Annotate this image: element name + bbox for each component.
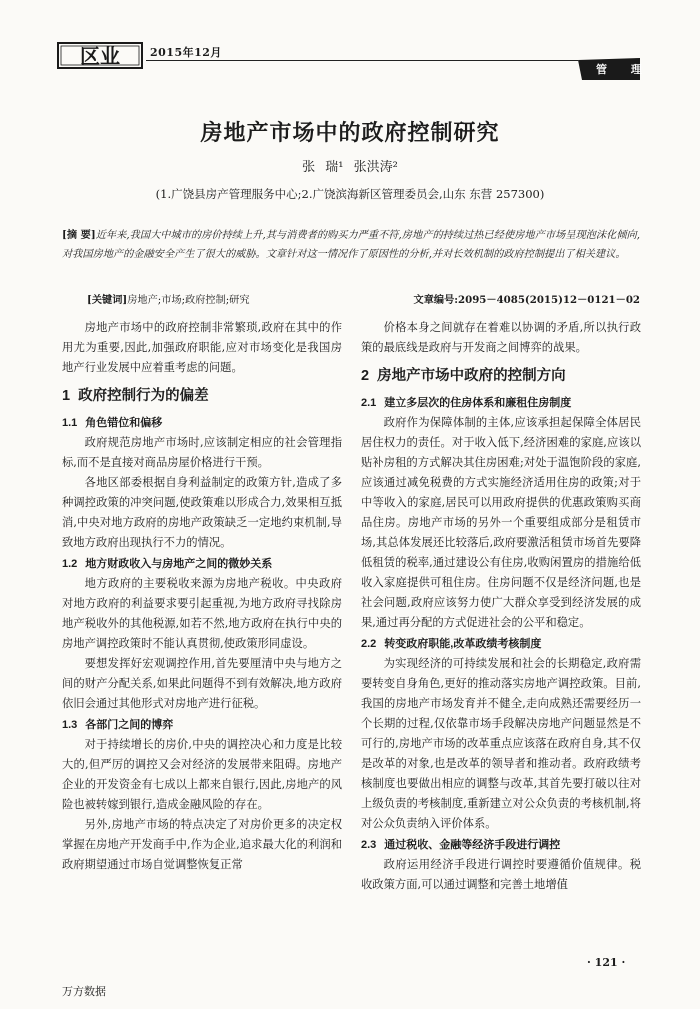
header-rule xyxy=(146,60,578,61)
heading-number: 2.1 xyxy=(361,397,377,409)
abstract xyxy=(62,226,640,264)
paragraph: 地方政府的主要税收来源为房地产税收。中央政府对地方政府的利益要求要引起重视,为地方政府寻找除房地产税收外的其他税源,如若不然,地方政府在执行中央的房地产调控政策时不能认真贯彻,使政策形同虚设。 xyxy=(62,577,342,650)
subsection-heading xyxy=(62,715,342,735)
paragraph: 政府运用经济手段进行调控时要遵循价值规律。税收政策方面,可以通过调整和完善土地增值 xyxy=(361,858,641,891)
subsection-heading xyxy=(62,554,342,574)
logo-text: 区业 xyxy=(80,44,120,68)
paragraph: 另外,房地产市场的特点决定了对房价更多的决定权掌握在房地产开发商手中,作为企业,追求最大化的利润和政府期望通过市场自觉调整恢复正常 xyxy=(62,818,342,871)
keywords xyxy=(87,291,250,306)
paper-title: 房地产市场中的政府控制研究 xyxy=(200,120,500,146)
journal-logo xyxy=(57,40,143,70)
heading-number: 2.2 xyxy=(361,638,377,650)
heading-number: 1 xyxy=(62,388,71,404)
section-heading xyxy=(62,384,342,408)
section-heading xyxy=(361,364,641,388)
heading-text: 通过税收、金融等经济手段进行调控 xyxy=(384,839,561,851)
paragraph: 价格本身之间就存在着难以协调的矛盾,所以执行政策的最底线是政府与开发商之间博弈的战果。 xyxy=(361,321,641,354)
heading-number: 1.3 xyxy=(62,719,78,731)
heading-text: 转变政府职能,改革政绩考核制度 xyxy=(384,638,542,650)
paragraph: 房地产市场中的政府控制非常繁琐,政府在其中的作用尤为重要,因此,加强政府职能,应对市场变化是我国房地产行业发展中应着重考虑的问题。 xyxy=(62,321,342,374)
heading-text: 房地产市场中政府的控制方向 xyxy=(377,368,566,384)
subsection-heading xyxy=(361,835,641,855)
page-number: · 121 · xyxy=(587,956,626,969)
paragraph: 政府规范房地产市场时,应该制定相应的社会管理指标,而不是直接对商品房屋价格进行干预。 xyxy=(62,436,342,469)
paragraph: 对于持续增长的房价,中央的调控决心和力度是比较大的,但严厉的调控又会对经济的发展带来阻碍。房地产企业的开发资金有七成以上都来自银行,因此,房地产的风险也被转嫁到银行,造成金融风险的存在。 xyxy=(62,738,342,811)
paragraph: 要想发挥好宏观调控作用,首先要厘清中央与地方之间的财产分配关系,如果此问题得不到有效解决,地方政府依旧会通过其他形式对房地产进行征税。 xyxy=(62,657,342,710)
heading-text: 政府控制行为的偏差 xyxy=(78,388,209,404)
heading-number: 1.1 xyxy=(62,417,78,429)
paragraph: 政府作为保障体制的主体,应该承担起保障全体居民居住权力的责任。对于收入低下,经济困难的家庭,应该以贴补房租的方式解决其住房困难;对处于温饱阶段的家庭,应该通过减免税费的方式实施经济适用住房的政策;对于中等收入的家庭,居民可以用政府提供的优惠政策购买商品住房。房地产市场的另外一个重要组成部分是租赁市场,其总体发展还比较落后,政府要激活租赁市场首先要降低租赁的税率,通过建设公有住房,收购闲置房的措施给低收入家庭提供可租住房。住房问题不仅是经济问题,也是社会问题,政府应该努力使广大群众享受到经济发展的成果,通过再分配的方式促进社会的公平和稳定。 xyxy=(361,416,641,629)
heading-text: 角色错位和偏移 xyxy=(85,417,163,429)
abstract-label: [摘 要] xyxy=(62,229,96,241)
heading-text: 地方财政收入与房地产之间的微妙关系 xyxy=(85,558,273,570)
footer-watermark: 万方数据 xyxy=(62,986,106,998)
authors: 张 瑞¹ 张洪涛² xyxy=(302,160,398,175)
heading-number: 2 xyxy=(361,368,370,384)
subsection-heading xyxy=(361,393,641,413)
subsection-heading xyxy=(361,634,641,654)
body-column-left xyxy=(62,318,342,875)
paragraph: 各地区部委根据自身利益制定的政策方针,造成了多种调控政策的冲突问题,使政策难以形成合力,效果相互抵消,中央对地方政府的房地产政策缺乏一定地约束机制,导致地方政府出现执行不力的情况。 xyxy=(62,476,342,549)
abstract-text: 近年来,我国大中城市的房价持续上升,其与消费者的购买力严重不符,房地产的持续过热已经使房地产市场呈现泡沫化倾向,对我国房地产的金融安全产生了很大的威胁。文章针对这一情况作了原因性的分析,并对长效机制的政府控制提出了相关建议。 xyxy=(62,230,641,260)
keywords-text: 房地产;市场;政府控制;研究 xyxy=(127,295,250,306)
heading-number: 1.2 xyxy=(62,558,78,570)
section-tag-label: 管 理 xyxy=(596,63,652,76)
subsection-heading xyxy=(62,413,342,433)
body-column-right xyxy=(361,318,641,895)
heading-text: 建立多层次的住房体系和廉租住房制度 xyxy=(384,397,572,409)
heading-number: 2.3 xyxy=(361,839,377,851)
heading-text: 各部门之间的博弈 xyxy=(85,719,174,731)
keywords-label: [关键词] xyxy=(87,294,128,306)
issue-date: 2015年12月 xyxy=(150,46,222,59)
article-number: 文章编号:2095－4085(2015)12－0121－02 xyxy=(413,294,640,306)
paragraph: 为实现经济的可持续发展和社会的长期稳定,政府需要转变自身角色,更好的推动落实房地产调控政策。目前,我国的房地产市场发育并不健全,走向成熟还需要经历一个长期的过程,仅依靠市场手段解决房地产问题显然是不可行的,房地产市场的改革重点应该落在政府自身,其不仅是改革的对象,也是改革的领导者和推动者。政府政绩考核制度也要做出相应的调整与改革,其首先要打破以往对上级负责的考核制度,重新建立对公众负责的考核机制,将对公众负责纳入评价体系。 xyxy=(361,657,641,830)
affiliations: (1.广饶县房产管理服务中心;2.广饶滨海新区管理委员会,山东 东营 257300) xyxy=(155,187,545,201)
